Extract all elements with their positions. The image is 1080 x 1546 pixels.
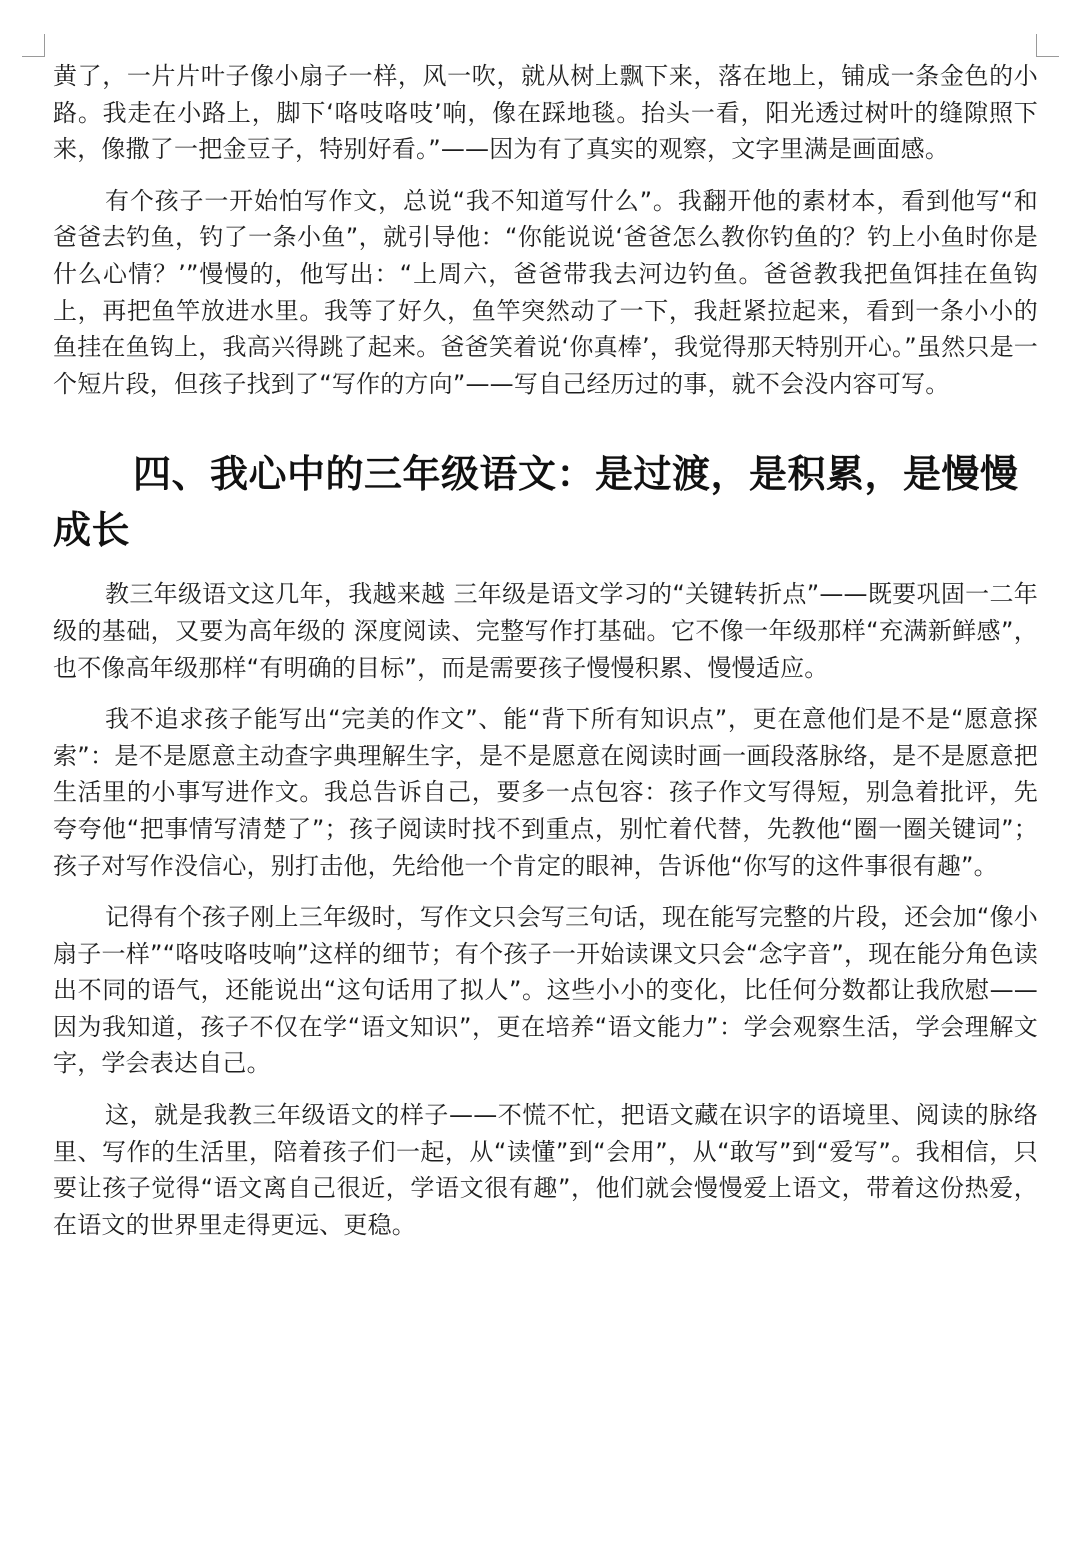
top-left-margin-mark bbox=[22, 34, 45, 57]
document-body bbox=[53, 58, 1038, 1243]
section-heading: 四、我心中的三年级语文：是过渡，是积累，是慢慢成长 bbox=[53, 452, 1019, 553]
top-right-margin-mark bbox=[1036, 34, 1059, 57]
paragraph-transition: 教三年级语文这几年，我越来越 三年级是语文学习的“关键转折点”——既要巩固一二年级的基础，又要为高年级的 深度阅读、完整写作打基础。它不像一年级那样“充满新鲜感”，也不像高年级那样“有明确的目标”，而是需要孩子慢慢积累、慢慢适应。 bbox=[53, 580, 1038, 682]
paragraph-patience: 我不追求孩子能写出“完美的作文”、能“背下所有知识点”，更在意他们是不是“愿意探索”：是不是愿意主动查字典理解生字，是不是愿意在阅读时画一画段落脉络，是不是愿意把生活里的小事写进作文。我总告诉自己，要多一点包容：孩子作文写得短，别急着批评，先夸夸他“把事情写清楚了”；孩子阅读时找不到重点，别忙着代替，先教他“圈一圈关键词”；孩子对写作没信心，别打击他，先给他一个肯定的眼神，告诉他“你写的这件事很有趣”。 bbox=[53, 705, 1038, 880]
paragraph-continued: 黄了，一片片叶子像小扇子一样，风一吹，就从树上飘下来，落在地上，铺成一条金色的小路。我走在小路上，脚下‘咯吱咯吱’响，像在踩地毯。抬头一看，阳光透过树叶的缝隙照下来，像撒了一把金豆子，特别好看。”——因为有了真实的观察，文字里满是画面感。 bbox=[53, 62, 1038, 164]
paragraph-conclusion: 这，就是我教三年级语文的样子——不慌不忙，把语文藏在识字的语境里、阅读的脉络里、写作的生活里，陪着孩子们一起，从“读懂”到“会用”，从“敢写”到“爱写”。我相信，只要让孩子觉得“语文离自己很近，学语文很有趣”，他们就会慢慢爱上语文，带着这份热爱，在语文的世界里走得更远、更稳。 bbox=[53, 1101, 1038, 1239]
paragraph-fishing-story: 有个孩子一开始怕写作文，总说“我不知道写什么”。我翻开他的素材本，看到他写“和爸爸去钓鱼，钓了一条小鱼”，就引导他：“你能说说‘爸爸怎么教你钓鱼的？钓上小鱼时你是什么心情？’”慢慢的，他写出：“上周六，爸爸带我去河边钓鱼。爸爸教我把鱼饵挂在鱼钩上，再把鱼竿放进水里。我等了好久，鱼竿突然动了一下，我赶紧拉起来，看到一条小小的鱼挂在鱼钩上，我高兴得跳了起来。爸爸笑着说‘你真棒’，我觉得那天特别开心。”虽然只是一个短片段，但孩子找到了“写作的方向”——写自己经历过的事，就不会没内容可写。 bbox=[53, 186, 1038, 398]
paragraph-growth: 记得有个孩子刚上三年级时，写作文只会写三句话，现在能写完整的片段，还会加“像小扇子一样”“咯吱咯吱响”这样的细节；有个孩子一开始读课文只会“念字音”，现在能分角色读出不同的语气，还能说出“这句话用了拟人”。这些小小的变化，比任何分数都让我欣慰——因为我知道，孩子不仅在学“语文知识”，更在培养“语文能力”：学会观察生活，学会理解文字，学会表达自己。 bbox=[53, 903, 1038, 1078]
